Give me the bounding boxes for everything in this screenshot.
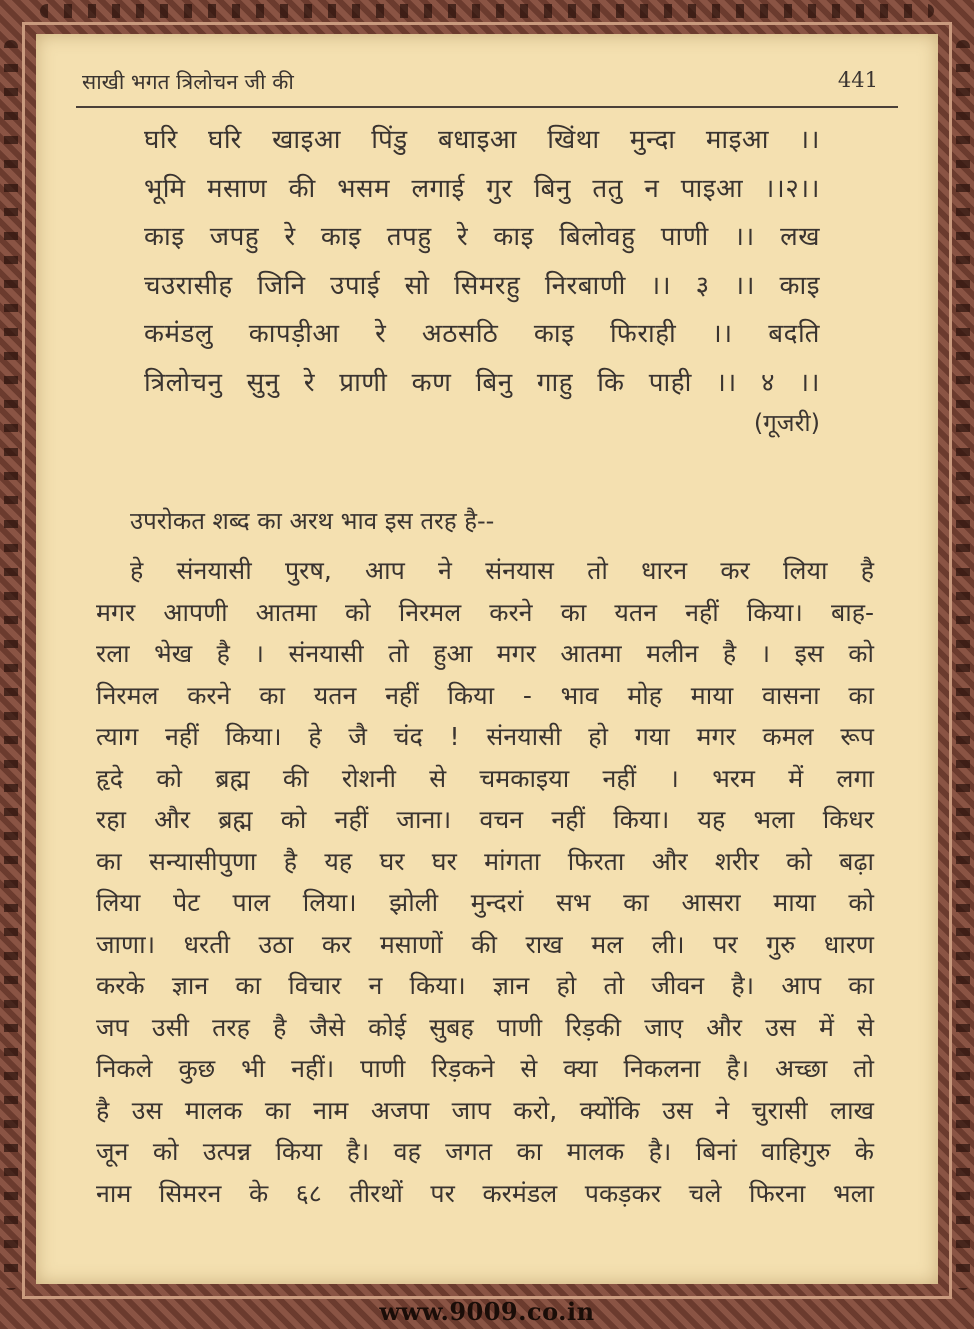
verse-line: काइ जपहु रे काइ तपहु रे काइ बिलोवहु पाणी ।। लख xyxy=(144,222,820,253)
running-title: साखी भगत त्रिलोचन जी की xyxy=(82,70,294,94)
meaning-line: मगर आपणी आतमा को निरमल करने का यतन नहीं किया। बाह- xyxy=(96,597,874,627)
meaning-line: नाम सिमरन के ६८ तीरथों पर करमंडल पकड़कर चले फिरना भला xyxy=(96,1178,874,1208)
meaning-line: करके ज्ञान का विचार न किया। ज्ञान हो तो जीवन है। आप का xyxy=(96,971,874,1000)
meaning-line: जप उसी तरह है जैसे कोई सुबह पाणी रिड़की जाए और उस में से xyxy=(96,1012,874,1042)
meaning-line: है उस मालक का नाम अजपा जाप करो, क्योंकि उस ने चुरासी लाख xyxy=(96,1095,874,1125)
page-number: 441 xyxy=(837,68,878,92)
verse-block xyxy=(144,116,820,408)
top-border-ornament xyxy=(40,4,934,18)
meaning-heading: उपरोकत शब्द का अरथ भाव इस तरह है-- xyxy=(130,507,495,535)
meaning-line: जून को उत्पन्न किया है। वह जगत का मालक है। बिनां वाहिगुरु के xyxy=(96,1137,874,1166)
meaning-line: का सन्यासीपुणा है यह घर घर मांगता फिरता और शरीर को बढ़ा xyxy=(96,846,874,876)
verse-line: भूमि मसाण की भसम लगाई गुर बिनु ततु न पाइआ ।।२।। xyxy=(144,173,820,204)
meaning-line: त्याग नहीं किया। हे जै चंद ! संनयासी हो गया मगर कमल रूप xyxy=(96,722,874,751)
meaning-line: रला भेख है । संनयासी तो हुआ मगर आतमा मलीन है । इस को xyxy=(96,639,874,668)
meaning-line: हे संनयासी पुरष, आप ने संनयास तो धारन कर लिया है xyxy=(130,556,874,585)
meaning-line: जाणा। धरती उठा कर मसाणों की राख मल ली। पर गुरु धारण xyxy=(96,929,874,959)
meaning-line: लिया पेट पाल लिया। झोली मुन्दरां सभ का आसरा माया को xyxy=(96,888,874,917)
meaning-line: रहा और ब्रह्म को नहीं जाना। वचन नहीं किया। यह भला किधर xyxy=(96,805,874,834)
raag-label: (गूजरी) xyxy=(753,409,820,437)
verse-line: त्रिलोचनु सुनु रे प्राणी कण बिनु गाहु कि पाही ।। ४ ।। xyxy=(144,367,820,398)
right-border-ornament xyxy=(956,40,970,1290)
verse-line: चउरासीह जिनि उपाई सो सिमरहु निरबाणी ।। ३ ।। काइ xyxy=(144,270,820,301)
verse-line: कमंडलु कापड़ीआ रे अठसठि काइ फिराही ।। बदति xyxy=(144,319,820,350)
page-header xyxy=(76,66,898,108)
book-page xyxy=(36,34,938,1284)
verse-line: घरि घरि खाइआ पिंडु बधाइआ खिंथा मुन्दा माइआ ।। xyxy=(144,125,820,155)
meaning-line: निरमल करने का यतन नहीं किया - भाव मोह माया वासना का xyxy=(96,680,874,710)
meaning-line: निकले कुछ भी नहीं। पाणी रिड़कने से क्या निकलना है। अच्छा तो xyxy=(96,1054,874,1083)
left-border-ornament xyxy=(4,40,18,1290)
website-watermark: www.9009.co.in xyxy=(379,1297,595,1326)
meaning-line: हृदे को ब्रह्म की रोशनी से चमकाइया नहीं । भरम में लगा xyxy=(96,763,874,793)
meaning-paragraph xyxy=(96,550,874,1214)
